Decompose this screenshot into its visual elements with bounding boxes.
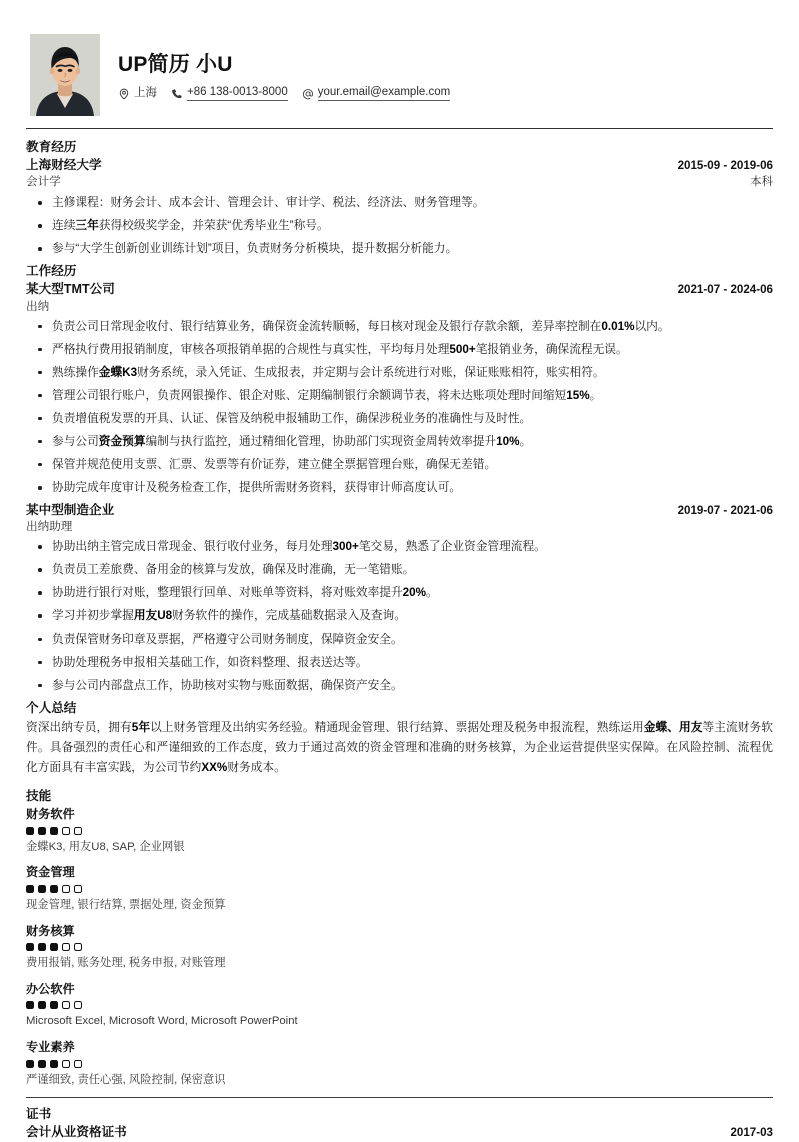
section-work <box>26 263 773 694</box>
at-sign-icon <box>302 88 314 100</box>
section-skills <box>26 788 773 1088</box>
bullet-item: 参与“大学生创新创业训练计划”项目，负责财务分析模块，提升数据分析能力。 <box>26 240 773 258</box>
contact-phone-text[interactable]: +86 138-0013-8000 <box>187 86 288 101</box>
page-title: UP简历 小U <box>118 53 233 77</box>
entry-header <box>26 502 773 519</box>
entry-organization: 某中型制造企业 <box>26 502 115 517</box>
identity-block <box>118 49 450 101</box>
skill-level-dot <box>38 1060 46 1068</box>
skill-group <box>26 864 773 913</box>
skill-level-dot <box>74 1060 82 1068</box>
skill-level-dot <box>50 885 58 893</box>
section-title-certificates: 证书 <box>26 1107 52 1122</box>
entry-bullet-list <box>26 194 773 258</box>
skill-level-dot <box>38 885 46 893</box>
skill-level-dot <box>74 943 82 951</box>
skill-level-dot <box>74 1001 82 1009</box>
section-summary <box>26 700 773 778</box>
skill-level-dot <box>26 827 34 835</box>
bullet-item: 主修课程：财务会计、成本会计、管理会计、审计学、税法、经济法、财务管理等。 <box>26 194 773 212</box>
bullet-item: 熟练操作金蝶K3财务系统，录入凭证、生成报表，并定期与会计系统进行对账，保证账账相符，账实相符。 <box>26 364 773 382</box>
certificate-name: 会计从业资格证书 <box>26 1125 127 1140</box>
skill-level-meter <box>26 1060 773 1068</box>
entry-subheader <box>26 174 773 191</box>
entry-header <box>26 157 773 174</box>
entry-subheader <box>26 299 773 315</box>
contact-phone[interactable] <box>171 86 288 101</box>
location-pin-icon <box>118 88 130 100</box>
skill-name: 专业素养 <box>26 1040 75 1055</box>
skill-level-dot <box>50 943 58 951</box>
header-divider <box>26 128 773 129</box>
bullet-item: 协助处理税务申报相关基础工作，如资料整理、报表送达等。 <box>26 654 773 672</box>
entry-header <box>26 281 773 298</box>
entry-role: 会计学 <box>26 175 61 189</box>
bullet-item: 负责保管财务印章及票据，严格遵守公司财务制度，保障资金安全。 <box>26 631 773 649</box>
skill-level-dot <box>62 885 70 893</box>
bullet-item: 协助进行银行对账，整理银行回单、对账单等资料，将对账效率提升20%。 <box>26 584 773 602</box>
bullet-item: 负责员工差旅费、备用金的核算与发放，确保及时准确，无一笔错账。 <box>26 561 773 579</box>
skill-level-meter <box>26 943 773 951</box>
entry-date: 2019-07 - 2021-06 <box>677 503 773 517</box>
bullet-item: 负责增值税发票的开具、认证、保管及纳税申报辅助工作，确保涉税业务的准确性与及时性。 <box>26 410 773 428</box>
section-education <box>26 139 773 258</box>
section-title-summary: 个人总结 <box>26 700 77 715</box>
education-entries <box>26 157 773 258</box>
contact-email-text[interactable]: your.email@example.com <box>318 86 450 101</box>
work-entries <box>26 281 773 694</box>
bullet-item: 连续三年获得校级奖学金，并荣获“优秀毕业生”称号。 <box>26 217 773 235</box>
skill-detail: 金蝶K3, 用友U8, SAP, 企业网银 <box>26 840 185 853</box>
experience-entry <box>26 502 773 694</box>
skill-level-meter <box>26 1001 773 1009</box>
entry-organization: 上海财经大学 <box>26 158 102 172</box>
contact-line <box>118 86 450 101</box>
contact-location-text: 上海 <box>134 87 157 100</box>
bullet-item: 参与公司内部盘点工作，协助核对实物与账面数据，确保资产安全。 <box>26 677 773 695</box>
entry-date: 2015-09 - 2019-06 <box>677 159 773 172</box>
certificate-entry <box>26 1124 773 1141</box>
certificate-entries <box>26 1124 773 1141</box>
section-title-education: 教育经历 <box>26 140 77 154</box>
certificate-date: 2017-03 <box>730 1126 773 1140</box>
skill-level-dot <box>26 1060 34 1068</box>
skill-level-dot <box>62 827 70 835</box>
entry-organization: 某大型TMT公司 <box>26 282 115 297</box>
skill-level-dot <box>26 1001 34 1009</box>
skill-group <box>26 806 773 855</box>
skill-groups <box>26 806 773 1088</box>
skill-detail: 严谨细致, 责任心强, 风险控制, 保密意识 <box>26 1073 226 1086</box>
skill-level-dot <box>26 943 34 951</box>
skill-level-dot <box>26 885 34 893</box>
skill-level-dot <box>38 1001 46 1009</box>
bullet-item: 参与公司资金预算编制与执行监控，通过精细化管理，协助部门实现资金周转效率提升10%。 <box>26 433 773 451</box>
skill-level-dot <box>38 827 46 835</box>
skill-detail: 费用报销, 账务处理, 税务申报, 对账管理 <box>26 957 226 970</box>
skill-level-meter <box>26 827 773 835</box>
avatar <box>30 34 100 116</box>
skill-level-dot <box>62 1001 70 1009</box>
section-title-work: 工作经历 <box>26 264 77 279</box>
entry-date: 2021-07 - 2024-06 <box>677 283 773 297</box>
contact-email[interactable] <box>302 86 450 101</box>
bullet-item: 负责公司日常现金收付、银行结算业务，确保资金流转顺畅，每日核对现金及银行存款余额，差异率控制在0.01%以内。 <box>26 318 773 336</box>
skill-name: 财务核算 <box>26 923 75 938</box>
skill-name: 财务软件 <box>26 807 75 822</box>
phone-icon <box>171 88 183 100</box>
skill-level-dot <box>62 1060 70 1068</box>
entry-role: 出纳助理 <box>26 520 73 534</box>
certificates-divider <box>26 1097 773 1098</box>
entry-bullet-list <box>26 318 773 497</box>
bullet-item: 学习并初步掌握用友U8财务软件的操作，完成基础数据录入及查询。 <box>26 607 773 625</box>
section-certificates <box>26 1106 773 1141</box>
skill-level-dot <box>74 885 82 893</box>
bullet-item: 严格执行费用报销制度，审核各项报销单据的合规性与真实性，平均每月处理500+笔报销业务，确保流程无误。 <box>26 341 773 359</box>
experience-entry <box>26 281 773 496</box>
bullet-item: 协助完成年度审计及税务检查工作，提供所需财务资料，获得审计师高度认可。 <box>26 479 773 497</box>
skill-group <box>26 1039 773 1088</box>
skill-level-dot <box>50 1001 58 1009</box>
skill-group <box>26 923 773 972</box>
skill-level-dot <box>50 827 58 835</box>
resume-header <box>26 28 773 128</box>
skill-group <box>26 981 773 1030</box>
entry-role: 出纳 <box>26 299 50 313</box>
bullet-item: 保管并规范使用支票、汇票、发票等有价证券，建立健全票据管理台账，确保无差错。 <box>26 456 773 474</box>
entry-bullet-list <box>26 538 773 694</box>
contact-location <box>118 87 157 100</box>
skill-level-dot <box>38 943 46 951</box>
skill-level-dot <box>74 827 82 835</box>
skill-level-dot <box>50 1060 58 1068</box>
skill-detail: Microsoft Excel, Microsoft Word, Microsoft PowerPoint <box>26 1015 298 1028</box>
bullet-item: 管理公司银行账户，负责网银操作、银企对账、定期编制银行余额调节表，将未达账项处理时间缩短15%。 <box>26 387 773 405</box>
skill-level-dot <box>62 943 70 951</box>
skill-name: 资金管理 <box>26 865 75 880</box>
experience-entry <box>26 157 773 258</box>
skill-level-meter <box>26 885 773 893</box>
section-title-skills: 技能 <box>26 789 52 804</box>
summary-text: 资深出纳专员，拥有5年以上财务管理及出纳实务经验。精通现金管理、银行结算、票据处理及税务申报流程，熟练运用金蝶、用友等主流财务软件。具备强烈的责任心和严谨细致的工作态度，致力于通过高效的资金管理和准确的财务核算，为企业运营提供坚实保障。在风险控制、流程优化方面具有丰富实践，为公司节约XX%财务成本。 <box>26 720 773 774</box>
skill-name: 办公软件 <box>26 981 75 996</box>
entry-subheader <box>26 519 773 535</box>
skill-detail: 现金管理, 银行结算, 票据处理, 资金预算 <box>26 898 226 911</box>
bullet-item: 协助出纳主管完成日常现金、银行收付业务，每月处理300+笔交易，熟悉了企业资金管理流程。 <box>26 538 773 556</box>
entry-meta: 本科 <box>750 176 773 189</box>
